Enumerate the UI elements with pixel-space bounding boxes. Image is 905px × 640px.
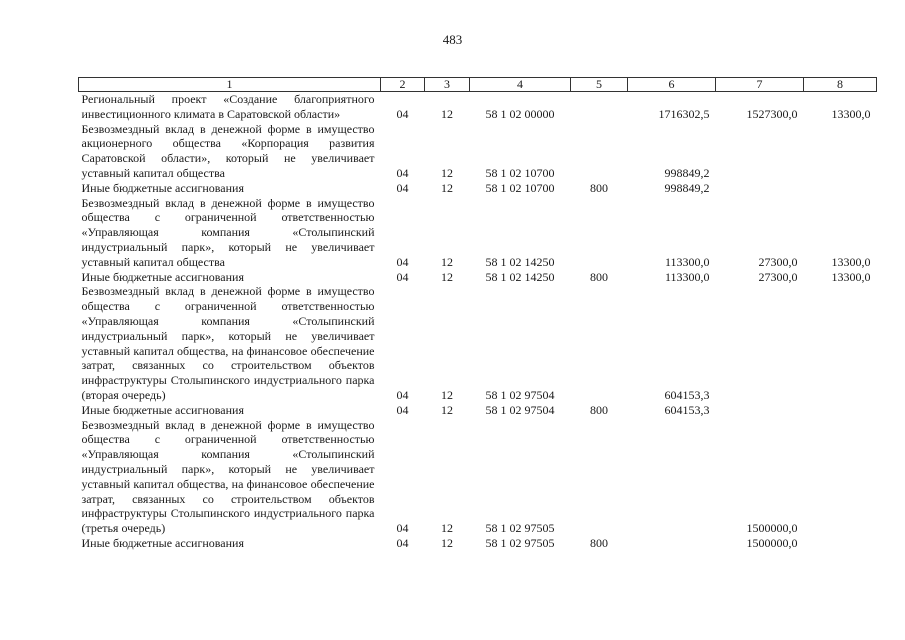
table-row (79, 181, 877, 196)
row-subsection: 12 (441, 387, 453, 402)
row-amount-year3 (804, 122, 877, 181)
header-cell: 7 (716, 78, 804, 92)
row-amount-year2: 27300,0 (758, 254, 798, 269)
header-cell: 3 (425, 78, 470, 92)
row-section: 04 (396, 535, 409, 550)
budget-table (78, 77, 877, 551)
row-name: Иные бюджетные ассигнования (81, 402, 244, 417)
row-expense-type: 800 (590, 535, 608, 550)
row-section: 04 (396, 180, 409, 195)
header-row (79, 78, 877, 92)
row-amount-year1: 1716302,5 (658, 106, 710, 121)
row-amount-year2 (716, 403, 804, 418)
row-name: Иные бюджетные ассигнования (81, 535, 244, 550)
row-amount-year1: 113300,0 (664, 269, 710, 284)
row-subsection: 12 (441, 535, 453, 550)
row-amount-year1 (628, 536, 716, 551)
row-subsection: 12 (441, 269, 453, 284)
row-section: 04 (396, 402, 409, 417)
row-target-code: 58 1 02 97504 (485, 387, 555, 402)
row-name: Безвозмездный вклад в денежной форме в имущество общества с ограниченной ответственностью «Управляющая компания «Столыпинский индустриальный парк», который не увеличивает уставный капитал общества, на финансовое обеспечение затрат, связанных со строительством объектов инфраструктуры Столыпинского индустриального парка (вторая очередь) (81, 284, 375, 402)
header-cell: 1 (79, 78, 381, 92)
row-amount-year3: 13300,0 (831, 269, 871, 284)
row-amount-year1: 998849,2 (664, 165, 710, 180)
header-cell: 5 (571, 78, 628, 92)
row-section: 04 (396, 254, 409, 269)
row-subsection: 12 (441, 521, 453, 536)
row-target-code: 58 1 02 10700 (485, 180, 555, 195)
row-expense-type (571, 122, 628, 181)
row-target-code: 58 1 02 97505 (485, 521, 555, 536)
row-expense-type (571, 418, 628, 536)
row-subsection: 12 (441, 402, 453, 417)
row-amount-year2 (716, 122, 804, 181)
table-row (79, 536, 877, 551)
row-amount-year2: 27300,0 (758, 269, 798, 284)
row-amount-year3 (804, 181, 877, 196)
row-target-code: 58 1 02 97504 (485, 402, 555, 417)
row-section: 04 (396, 106, 409, 121)
row-subsection: 12 (441, 165, 453, 180)
row-section: 04 (396, 269, 409, 284)
row-amount-year2: 1500000,0 (746, 535, 798, 550)
row-target-code: 58 1 02 14250 (485, 254, 555, 269)
row-amount-year2 (716, 181, 804, 196)
row-name: Безвозмездный вклад в денежной форме в имущество общества с ограниченной ответственностью «Управляющая компания «Столыпинский индустриальный парк», который не увеличивает уставный капитал общества (81, 195, 375, 269)
table-row (79, 122, 877, 181)
table-row (79, 270, 877, 285)
row-amount-year3 (804, 284, 877, 402)
header-cell: 8 (804, 78, 877, 92)
row-target-code: 58 1 02 14250 (485, 269, 555, 284)
row-expense-type (571, 92, 628, 122)
table-row (79, 92, 877, 122)
row-amount-year1: 113300,0 (664, 254, 710, 269)
row-expense-type (571, 196, 628, 270)
row-amount-year3 (804, 418, 877, 536)
row-amount-year3 (804, 403, 877, 418)
table-row (79, 403, 877, 418)
row-name: Иные бюджетные ассигнования (81, 180, 244, 195)
row-expense-type: 800 (590, 402, 608, 417)
row-amount-year3 (804, 536, 877, 551)
table-row (79, 418, 877, 536)
row-amount-year2: 1527300,0 (746, 106, 798, 121)
row-target-code: 58 1 02 00000 (485, 106, 555, 121)
row-target-code: 58 1 02 10700 (485, 165, 555, 180)
header-cell: 2 (381, 78, 425, 92)
row-expense-type: 800 (590, 269, 608, 284)
row-subsection: 12 (441, 254, 453, 269)
row-expense-type: 800 (590, 180, 608, 195)
row-name: Безвозмездный вклад в денежной форме в имущество общества с ограниченной ответственностью «Управляющая компания «Столыпинский индустриальный парк», который не увеличивает уставный капитал общества, на финансовое обеспечение затрат, связанных со строительством объектов инфраструктуры Столыпинского индустриального парка (третья очередь) (81, 417, 375, 536)
row-amount-year1 (628, 418, 716, 536)
row-amount-year1: 604153,3 (664, 402, 710, 417)
row-amount-year3: 13300,0 (831, 106, 871, 121)
row-amount-year1: 604153,3 (664, 387, 710, 402)
header-cell: 6 (628, 78, 716, 92)
row-section: 04 (396, 165, 409, 180)
row-amount-year3: 13300,0 (831, 254, 871, 269)
row-target-code: 58 1 02 97505 (485, 535, 555, 550)
row-name: Региональный проект «Создание благоприятного инвестиционного климата в Саратовской области» (81, 92, 375, 121)
table-row (79, 196, 877, 270)
header-cell: 4 (470, 78, 571, 92)
table-row (79, 284, 877, 402)
page-number: 483 (442, 32, 463, 47)
row-name: Иные бюджетные ассигнования (81, 269, 244, 284)
row-amount-year2 (716, 284, 804, 402)
row-subsection: 12 (441, 106, 453, 121)
row-amount-year1: 998849,2 (664, 180, 710, 195)
row-name: Безвозмездный вклад в денежной форме в имущество акционерного общества «Корпорация развития Саратовской области», который не увеличивает уставный капитал общества (81, 121, 375, 180)
row-section: 04 (396, 387, 409, 402)
row-expense-type (571, 284, 628, 402)
row-subsection: 12 (441, 180, 453, 195)
row-section: 04 (396, 521, 409, 536)
row-amount-year2: 1500000,0 (746, 521, 798, 536)
